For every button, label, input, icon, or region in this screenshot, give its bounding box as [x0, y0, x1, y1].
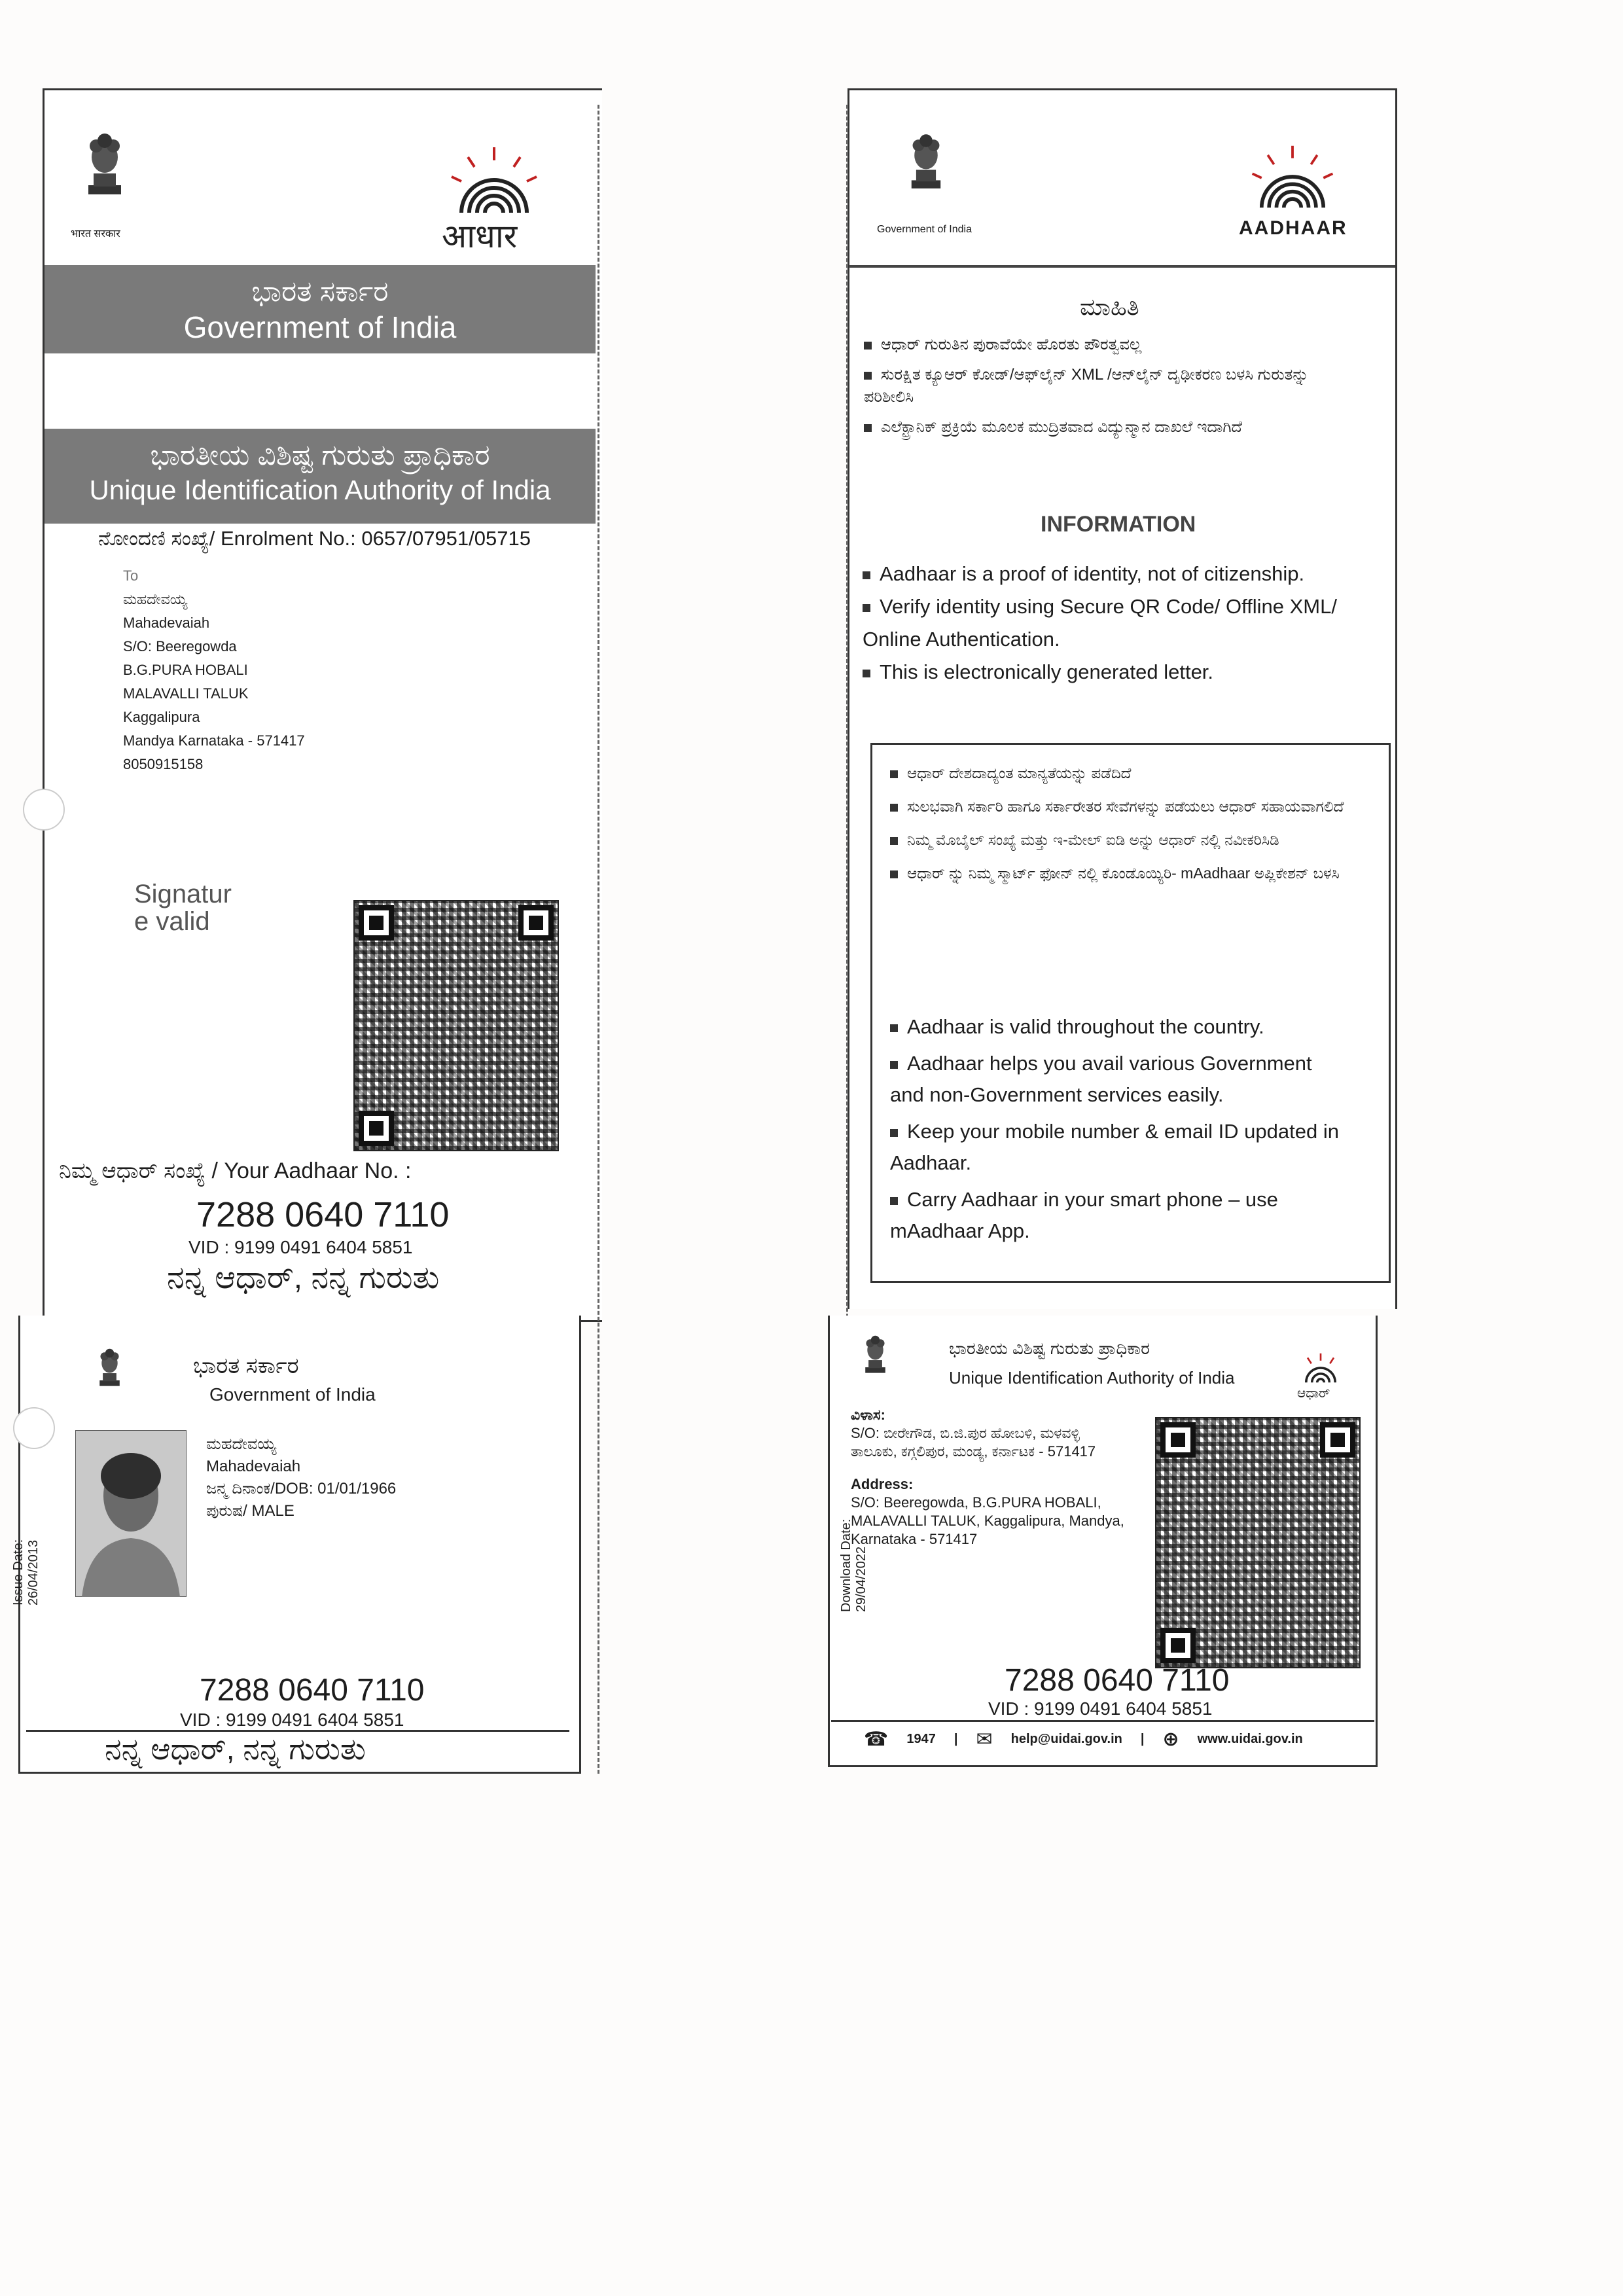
address-line: Mandya Karnataka - 571417: [123, 732, 305, 749]
national-emblem-icon: [900, 118, 952, 216]
tagline: ನನ್ನ ಆಧಾರ್, ನನ್ನ ಗುರುತು: [167, 1261, 440, 1295]
benefit-english-item: Carry Aadhaar in your smart phone – use mAadhaar App.: [890, 1188, 1278, 1242]
letter-qr-code: [353, 900, 559, 1151]
benefit-english-item: Aadhaar helps you avail various Government and non-Government services easily.: [890, 1052, 1312, 1106]
address-kannada: S/O: ಬೀರೇಗೌಡ, ಬಿ.ಜಿ.ಪುರ ಹೋಬಳಿ, ಮಳವಳ್ಳಿ ತಾಲೂಕು, ಕಗ್ಗಲಿಪುರ, ಮಂಡ್ಯ, ಕರ್ನಾಟಕ - 571417: [851, 1425, 1096, 1460]
signature-status: Signatur e valid: [134, 880, 232, 936]
info-kannada-title: ಮಾಹಿತಿ: [1080, 293, 1139, 320]
info-kannada-list: [864, 334, 1322, 439]
address-line: S/O: Beeregowda: [123, 638, 237, 655]
holder-name-kannada: ಮಹದೇವಯ್ಯ: [206, 1435, 277, 1453]
info-english-list: [863, 558, 1373, 689]
benefit-english-item: Keep your mobile number & email ID updated in Aadhaar.: [890, 1120, 1339, 1174]
address-english-label: Address:: [851, 1476, 914, 1492]
benefit-kannada-item: ಆಧಾರ್ ನ್ನು ನಿಮ್ಮ ಸ್ಮಾರ್ಟ್ ಫೋನ್ ನಲ್ಲಿ ಕೊಂಡೊಯ್ಯಿರಿ- mAadhaar ಅಪ್ಲಿಕೇಶನ್ ಬಳಸಿ: [890, 863, 1348, 884]
info-english-title: INFORMATION: [1041, 512, 1196, 537]
uidai-english: Unique Identification Authority of India: [89, 475, 551, 505]
globe-icon: ⊕: [1162, 1729, 1179, 1750]
aadhaar-logo-text: आधार: [442, 218, 518, 255]
address-block: [851, 1406, 1126, 1549]
phone-number: 1947: [906, 1732, 936, 1746]
government-band: [45, 265, 596, 353]
enrolment-number: ನೋಂದಣಿ ಸಂಖ್ಯೆ/ Enrolment No.: 0657/07951/05715: [98, 527, 531, 550]
government-english: Government of India: [183, 310, 457, 344]
footer-separator: |: [1140, 1732, 1145, 1746]
address-english: S/O: Beeregowda, B.G.PURA HOBALI, MALAVALLI TALUK, Kaggalipura, Mandya, Karnataka - 571417: [851, 1494, 1124, 1547]
website-url: www.uidai.gov.in: [1197, 1732, 1303, 1746]
header-divider: [849, 265, 1395, 268]
punch-hole: [13, 1407, 55, 1449]
card-aadhaar-number: 7288 0640 7110: [200, 1673, 425, 1708]
government-kannada: ಭಾರತ ಸರ್ಕಾರ: [251, 276, 389, 308]
qr-finder-mark: [518, 905, 554, 941]
qr-finder-mark: [1160, 1422, 1196, 1458]
holder-details: [206, 1433, 396, 1522]
address-line: Kaggalipura: [123, 709, 200, 725]
contact-footer: [864, 1728, 1303, 1751]
card-tagline: ನನ್ನ ಆಧಾರ್, ನನ್ನ ಗುರುತು: [105, 1732, 366, 1766]
email-icon: ✉: [976, 1729, 993, 1750]
aadhaar-logo-icon: [1237, 137, 1348, 216]
issue-date: Issue Date: 26/04/2013: [11, 1539, 41, 1605]
info-kannada-item: ಆಧಾರ್ ಗುರುತಿನ ಪುರಾವೆಯೇ ಹೊರತು ಪೌರತ್ವವಲ್ಲ: [864, 334, 1322, 356]
aadhaar-logo-icon: [1294, 1348, 1347, 1388]
info-kannada-item: ಸುರಕ್ಷಿತ ಕ್ಯೂಆರ್ ಕೋಡ್/ಆಫ್‌ಲೈನ್ XML /ಆನ್‌ಲೈನ್ ದೃಢೀಕರಣ ಬಳಸಿ ಗುರುತನ್ನು ಪರಿಶೀಲಿಸಿ: [864, 366, 1309, 406]
card-aadhaar-number: 7288 0640 7110: [1005, 1663, 1230, 1698]
phone-icon: ☎: [864, 1729, 889, 1750]
address-line: MALAVALLI TALUK: [123, 685, 249, 702]
footer-separator: |: [954, 1732, 958, 1746]
aadhaar-number: 7288 0640 7110: [196, 1195, 450, 1234]
footer-divider: [831, 1720, 1374, 1722]
address-line: Mahadevaiah: [123, 615, 210, 631]
national-emblem-icon: [92, 1345, 128, 1397]
address-line: B.G.PURA HOBALI: [123, 662, 248, 678]
uidai-band: [45, 429, 596, 524]
card-logo-text: ಆಧಾರ್: [1297, 1386, 1330, 1401]
benefit-english-item: Aadhaar is valid throughout the country.: [890, 1011, 1348, 1043]
address-line: 8050915158: [123, 756, 204, 772]
info-english-item: Aadhaar is a proof of identity, not of citizenship.: [863, 558, 1373, 590]
address-line: To: [123, 567, 139, 584]
qr-finder-mark: [359, 1111, 394, 1146]
holder-dob: ಜನ್ಮ ದಿನಾಂಕ/DOB: 01/01/1966: [206, 1480, 397, 1498]
card-vid: VID : 9199 0491 6404 5851: [180, 1710, 404, 1730]
card-gov-english: Government of India: [209, 1384, 376, 1405]
email-address: help@uidai.gov.in: [1010, 1732, 1122, 1746]
qr-finder-mark: [1160, 1628, 1196, 1663]
download-date: Download Date: 29/04/2022: [839, 1518, 868, 1612]
address-kannada-label: ವಿಳಾಸ:: [851, 1407, 885, 1423]
card-authority-kannada: ಭಾರತೀಯ ವಿಶಿಷ್ಟ ಗುರುತು ಪ್ರಾಧಿಕಾರ: [949, 1338, 1150, 1358]
left-fold-line: [597, 105, 599, 1774]
info-english-item: This is electronically generated letter.: [863, 656, 1373, 689]
emblem-caption: भारत सरकार: [71, 228, 120, 240]
holder-photo: [75, 1430, 187, 1597]
recipient-address: [123, 564, 305, 776]
aadhaar-logo-icon: [435, 141, 553, 219]
qr-finder-mark: [359, 905, 394, 941]
benefits-english-list: [890, 1011, 1348, 1247]
card-authority-english: Unique Identification Authority of India: [949, 1368, 1235, 1388]
uidai-kannada: ಭಾರತೀಯ ವಿಶಿಷ್ಟ ಗುರುತು ಪ್ರಾಧಿಕಾರ: [150, 439, 490, 471]
benefit-kannada-item: ನಿಮ್ಮ ಮೊಬೈಲ್ ಸಂಖ್ಯೆ ಮತ್ತು ಇ-ಮೇಲ್ ಐಡಿ ಅನ್ನು ಆಧಾರ್ ನಲ್ಲಿ ನವೀಕರಿಸಿಡಿ: [890, 829, 1348, 851]
benefits-kannada-list: [890, 762, 1348, 884]
holder-gender: ಪುರುಷ/ MALE: [206, 1502, 294, 1520]
punch-hole: [23, 789, 65, 831]
benefit-kannada-item: ಆಧಾರ್ ದೇಶದಾದ್ಯಂತ ಮಾನ್ಯತೆಯನ್ನು ಪಡೆದಿದೆ: [890, 762, 1348, 784]
info-kannada-item: ಎಲೆಕ್ಟ್ರಾನಿಕ್ ಪ್ರಕ್ರಿಯೆ ಮೂಲಕ ಮುದ್ರಿತವಾದ ವಿದ್ಯುನ್ಮಾನ ದಾಖಲೆ ಇದಾಗಿದೆ: [864, 416, 1322, 439]
card-gov-kannada: ಭಾರತ ಸರ್ಕಾರ: [193, 1354, 299, 1378]
holder-name-english: Mahadevaiah: [206, 1458, 301, 1475]
info-english-item: Verify identity using Secure QR Code/ Offline XML/ Online Authentication.: [863, 595, 1337, 651]
qr-finder-mark: [1320, 1422, 1355, 1458]
vid-number: VID : 9199 0491 6404 5851: [188, 1237, 413, 1257]
card-qr-code: [1155, 1417, 1361, 1668]
benefit-kannada-item: ಸುಲಭವಾಗಿ ಸರ್ಕಾರಿ ಹಾಗೂ ಸರ್ಕಾರೇತರ ಸೇವೆಗಳನ್ನು ಪಡೆಯಲು ಆಧಾರ್ ಸಹಾಯವಾಗಲಿದೆ: [890, 796, 1348, 817]
your-aadhaar-label: ನಿಮ್ಮ ಆಧಾರ್ ಸಂಖ್ಯೆ / Your Aadhaar No. :: [59, 1158, 412, 1183]
national-emblem-icon: [75, 128, 134, 213]
national-emblem-icon: [857, 1332, 893, 1384]
emblem-caption: Government of India: [877, 224, 972, 235]
card-vid: VID : 9199 0491 6404 5851: [988, 1698, 1213, 1719]
aadhaar-logo-text: AADHAAR: [1239, 217, 1347, 239]
address-line: ಮಹದೇವಯ್ಯ: [123, 591, 188, 607]
